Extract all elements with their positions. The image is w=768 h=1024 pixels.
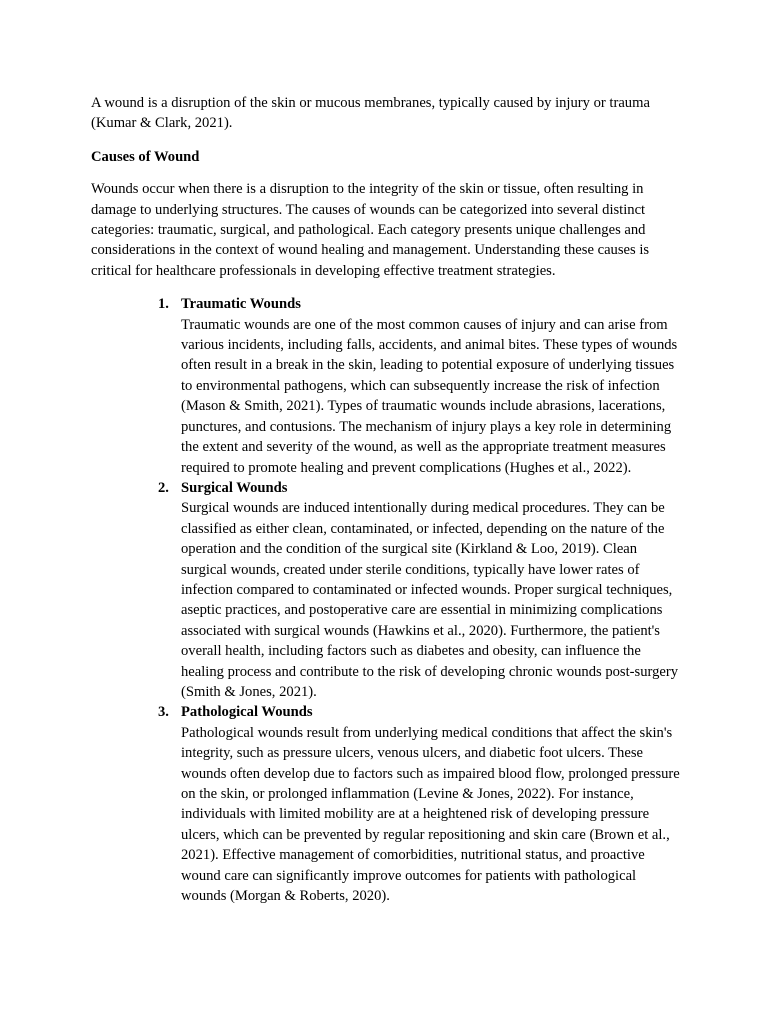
document-page <box>91 93 681 906</box>
list-item-title: Traumatic Wounds <box>181 296 301 313</box>
list-item-text: Traumatic wounds are one of the most common causes of injury and can arise from various incidents, including falls, accidents, and animal bites. These types of wounds often result in a break in the skin, leading to potential exposure of underlying tissues to environmental pathogens, which can subsequently increase the risk of infection (Mason & Smith, 2021). Types of traumatic wounds include abrasions, lacerations, punctures, and contusions. The mechanism of injury plays a key role in determining the extent and severity of the wound, as well as the appropriate treatment measures required to promote healing and prevent complications (Hughes et al., 2022). <box>181 316 678 476</box>
intro-paragraph: A wound is a disruption of the skin or mucous membranes, typically caused by injury or trauma (Kumar & Clark, 2021). <box>91 95 650 132</box>
list-item-pathological <box>91 702 681 906</box>
list-item-number: 3. <box>158 704 169 721</box>
section-heading: Causes of Wound <box>91 148 200 165</box>
list-item-text: Surgical wounds are induced intentionally during medical procedures. They can be classified as either clean, contaminated, or infected, depending on the nature of the operation and the condition of the surgical site (Kirkland & Loo, 2019). Clean surgical wounds, created under sterile conditions, typically have lower rates of infection compared to contaminated or infected wounds. Proper surgical techniques, aseptic practices, and postoperative care are essential in minimizing complications associated with surgical wounds (Hawkins et al., 2020). Furthermore, the patient's overall health, including factors such as diabetes and obesity, can influence the healing process and contribute to the risk of developing chronic wounds post-surgery (Smith & Jones, 2021). <box>181 500 679 700</box>
list-item-text: Pathological wounds result from underlying medical conditions that affect the skin's integrity, such as pressure ulcers, venous ulcers, and diabetic foot ulcers. These wounds often develop due to factors such as impaired blood flow, prolonged pressure on the skin, or prolonged inflammation (Levine & Jones, 2022). For instance, individuals with limited mobility are at a heightened risk of developing pressure ulcers, which can be prevented by regular repositioning and skin care (Brown et al., 2021). Effective management of comorbidities, nutritional status, and proactive wound care can significantly improve outcomes for patients with pathological wounds (Morgan & Roberts, 2020). <box>181 724 680 905</box>
causes-list <box>91 294 681 906</box>
list-item-number: 2. <box>158 479 169 496</box>
list-item-title: Surgical Wounds <box>181 479 288 496</box>
list-item-surgical <box>91 478 681 702</box>
list-item-number: 1. <box>158 296 169 313</box>
section-paragraph: Wounds occur when there is a disruption to the integrity of the skin or tissue, often resulting in damage to underlying structures. The causes of wounds can be categorized into several distinct categories: traumatic, surgical, and pathological. Each category presents unique challenges and considerations in the context of wound healing and management. Understanding these causes is critical for healthcare professionals in developing effective treatment strategies. <box>91 181 650 279</box>
list-item-title: Pathological Wounds <box>181 704 313 721</box>
list-item-traumatic <box>91 294 681 478</box>
